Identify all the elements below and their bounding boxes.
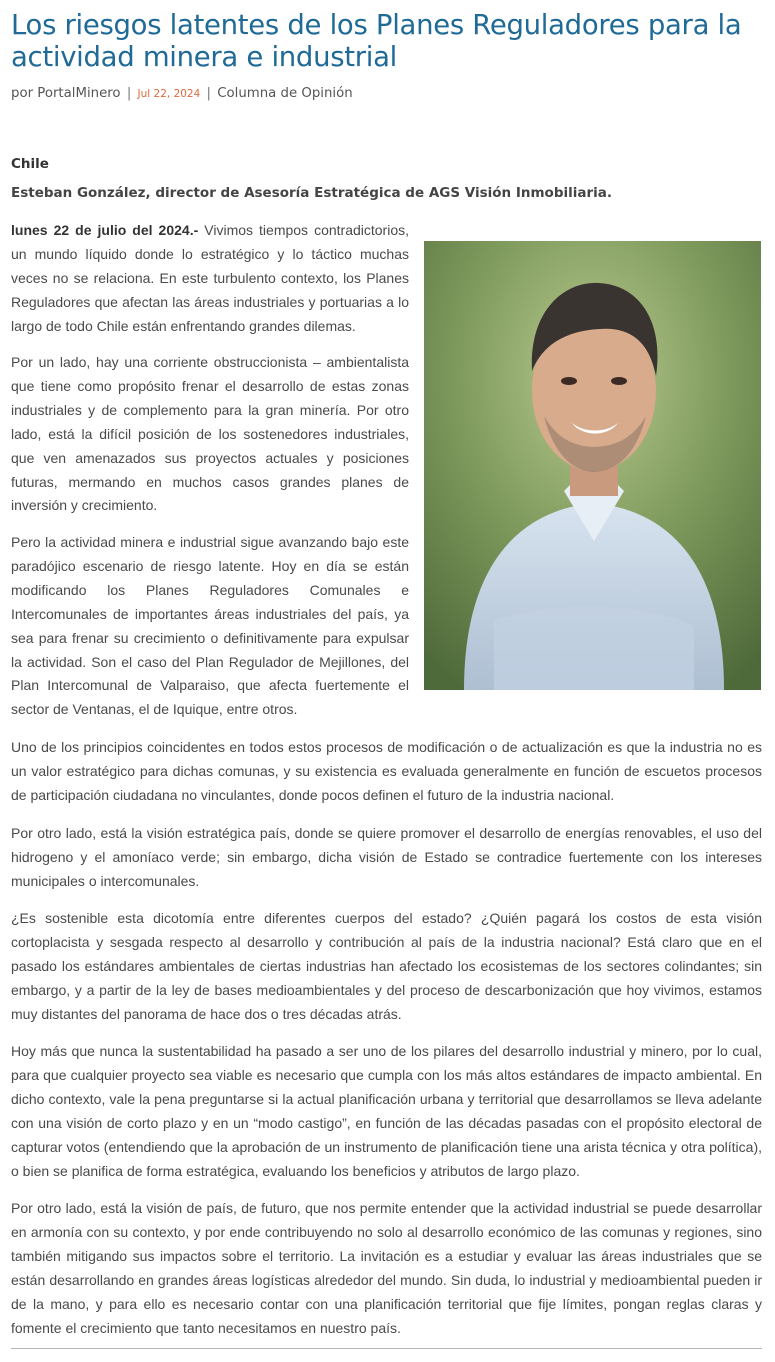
paragraph-7: Hoy más que nunca la sustentabilidad ha pasado a ser uno de los pilares del desarrollo industrial y minero, por lo cual, para que cualquier proyecto sea viable es necesario que cumpla con los más altos estándares de impacto ambiental. En dicho contexto, vale la pena preguntarse si la actual planificación urbana y territorial que desarrollamos se lleva adelante con una visión de corto plazo y en un “modo castigo”, en función de las décadas pasadas con el propósito electoral de capturar votos (entendiendo que la aprobación de un instrumento de planificación tiene una arista técnica y otra política), o bien se planifica de forma estratégica, evaluando los beneficios y atributos de largo plazo. bbox=[11, 1043, 762, 1179]
paragraph-1-text: Vivimos tiempos contradictorios, un mundo líquido donde lo estratégico y lo táctico muchas veces no se relaciona. En este turbulento contexto, los Planes Reguladores que afectan las áreas industriales y portuarias a lo largo de todo Chile están enfrentando grandes dilemas. bbox=[11, 222, 409, 334]
bottom-divider bbox=[11, 1348, 762, 1349]
author-photo bbox=[424, 241, 761, 690]
article bbox=[11, 0, 762, 1336]
paragraph-3: Pero la actividad minera e industrial sigue avanzando bajo este paradójico escenario de riesgo latente. Hoy en día se están modificando los Planes Reguladores Comunales e Intercomunales de importantes áreas industriales del país, ya sea para frenar su crecimiento o definitivamente para expulsar la actividad. Son el caso del Plan Regulador de Mejillones, del Plan Intercomunal de Valparaiso, que afecta fuertemente el sector de Ventanas, el de Iquique, entre otros. bbox=[11, 534, 409, 718]
publish-date: Jul 22, 2024 bbox=[137, 88, 201, 100]
meta-separator: | bbox=[126, 86, 132, 101]
author-line: Esteban González, director de Asesoría Estratégica de AGS Visión Inmobiliaria. bbox=[11, 185, 613, 201]
country-label: Chile bbox=[11, 156, 49, 172]
paragraph-1 bbox=[11, 219, 409, 339]
meta-separator: | bbox=[206, 86, 212, 101]
category-link[interactable]: Columna de Opinión bbox=[217, 86, 353, 101]
paragraph-8: Por otro lado, está la visión de país, de futuro, que nos permite entender que la actividad industrial se puede desarrollar en armonía con su contexto, y por ende contribuyendo no solo al desarrollo económico de las comunas y regiones, sino también mitigando sus impactos sobre el territorio. La invitación es a estudiar y evaluar las áreas industriales que se están desarrollando en grandes áreas logísticas alrededor del mundo. Sin duda, lo industrial y medioambiental pueden ir de la mano, y para ello es necesario contar con una planificación territorial que fije límites, pongan reglas claras y fomente el crecimiento que tanto necesitamos en nuestro país. bbox=[11, 1200, 762, 1336]
author-link[interactable]: PortalMinero bbox=[37, 86, 121, 101]
paragraph-2: Por un lado, hay una corriente obstruccionista – ambientalista que tiene como propósito frenar el desarrollo de estas zonas industriales y de complemento para la gran minería. Por otro lado, está la difícil posición de los sostenedores industriales, que ven amenazados sus proyectos actuales y posiciones futuras, mermando en muchos casos grandes planes de inversión y crecimiento. bbox=[11, 354, 409, 514]
article-meta bbox=[11, 84, 762, 104]
lead-date: lunes 22 de julio del 2024.- bbox=[11, 222, 199, 238]
paragraph-6: ¿Es sostenible esta dicotomía entre diferentes cuerpos del estado? ¿Quién pagará los costos de esta visión cortoplacista y sesgada respecto al desarrollo y contribución al país de la industria nacional? Está claro que en el pasado los estándares ambientales de ciertas industrias han afectado los ecosistemas de los sectores colindantes; sin embargo, y a partir de la ley de bases medioambientales y del proceso de descarbonización que hoy vivimos, estamos muy distantes del panorama de hace dos o tres décadas atrás. bbox=[11, 910, 762, 1022]
paragraph-4: Uno de los principios coincidentes en todos estos procesos de modificación o de actualización es que la industria no es un valor estratégico para dichas comunas, y su existencia es evaluada generalmente en función de escuetos procesos de participación ciudadana no vinculantes, donde pocos definen el futuro de la industria nacional. bbox=[11, 739, 762, 803]
article-title: Los riesgos latentes de los Planes Reguladores para la actividad minera e industrial bbox=[11, 9, 742, 73]
byline-prefix: por bbox=[11, 86, 34, 101]
paragraph-5: Por otro lado, está la visión estratégica país, donde se quiere promover el desarrollo de energías renovables, el uso del hidrogeno y el amoníaco verde; sin embargo, dicha visión de Estado se contradice fuertemente con los intereses municipales o intercomunales. bbox=[11, 825, 762, 889]
